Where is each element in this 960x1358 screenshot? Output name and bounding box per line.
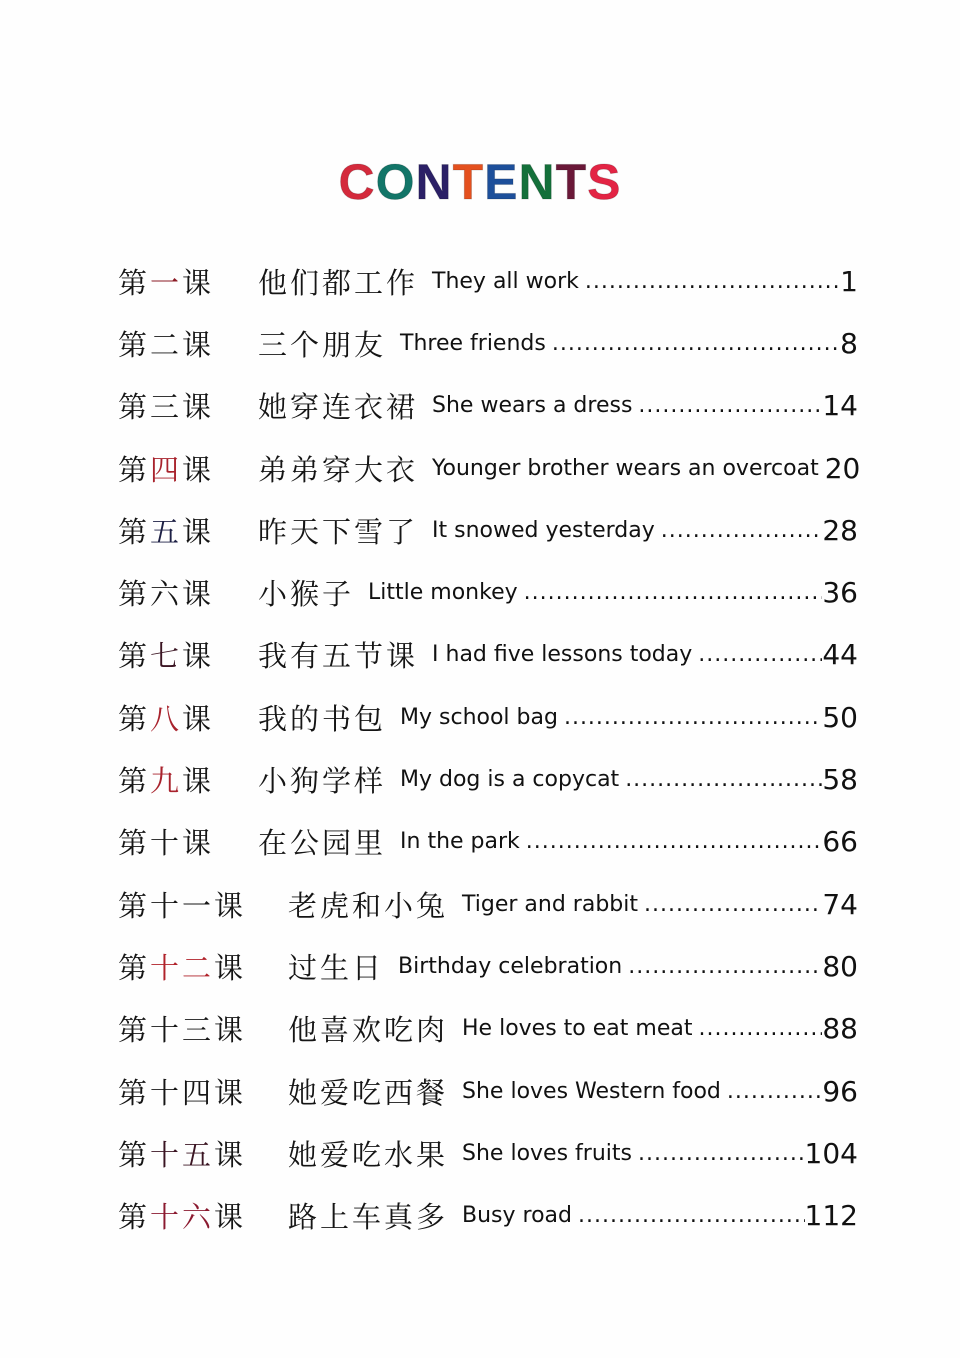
- lesson-title-english: In the park: [400, 829, 520, 855]
- lesson-suffix: 课: [182, 514, 215, 549]
- lesson-ordinal: 九: [150, 764, 183, 799]
- dot-leader: [727, 1079, 822, 1104]
- title-letter: O: [375, 154, 416, 210]
- lesson-number: [118, 1133, 288, 1174]
- lesson-suffix: 课: [182, 639, 215, 674]
- lesson-title-english: He loves to eat meat: [462, 1016, 693, 1042]
- lesson-title-english: They all work: [432, 268, 579, 294]
- dot-leader: [578, 1203, 805, 1228]
- dot-leader: [698, 642, 822, 667]
- lesson-title-english: Three friends: [400, 330, 546, 356]
- lesson-suffix: 课: [214, 950, 247, 985]
- lesson-number: [118, 572, 258, 613]
- title-letter: T: [555, 154, 588, 210]
- lesson-title-chinese: 三个朋友: [258, 327, 387, 362]
- lesson-title-chinese: 过生日: [288, 950, 385, 985]
- lesson-ordinal: 十五: [150, 1137, 215, 1172]
- toc-entry[interactable]: [118, 312, 858, 374]
- lesson-number: [118, 821, 258, 862]
- page-title: [0, 152, 960, 212]
- dot-leader: [661, 518, 823, 543]
- lesson-suffix: 课: [182, 701, 215, 736]
- lesson-number: [118, 1008, 288, 1049]
- page-number: 96: [822, 1074, 858, 1108]
- lesson-ordinal: 五: [150, 514, 183, 549]
- lesson-title-chinese: 她穿连衣裙: [258, 390, 419, 425]
- lesson-prefix: 第: [118, 1200, 151, 1235]
- toc-entry[interactable]: [118, 250, 858, 312]
- page-number: 50: [822, 700, 858, 734]
- toc-entry[interactable]: [118, 1122, 858, 1184]
- page-number: 28: [822, 513, 858, 547]
- toc-entry[interactable]: [118, 811, 858, 873]
- title-letter: C: [338, 154, 376, 210]
- lesson-number: [118, 759, 258, 800]
- dot-leader: [625, 767, 822, 792]
- lesson-ordinal: 十六: [150, 1200, 215, 1235]
- lesson-ordinal: 十: [150, 826, 183, 861]
- title-letter: S: [587, 154, 622, 210]
- lesson-ordinal: 一: [150, 265, 183, 300]
- lesson-title-chinese: 路上车真多: [288, 1200, 449, 1235]
- lesson-title-english: Younger brother wears an overcoat: [432, 455, 819, 481]
- page-number: 36: [822, 576, 858, 610]
- dot-leader: [526, 829, 823, 854]
- toc-entry[interactable]: [118, 873, 858, 935]
- lesson-prefix: 第: [118, 701, 151, 736]
- lesson-title-english: My school bag: [400, 704, 558, 730]
- dot-leader: [638, 393, 822, 418]
- lesson-title-english: She wears a dress: [432, 393, 633, 419]
- lesson-prefix: 第: [118, 1137, 151, 1172]
- lesson-number: [118, 261, 258, 302]
- title-letter: E: [484, 154, 519, 210]
- lesson-title-chinese: 在公园里: [258, 826, 387, 861]
- lesson-title-english: Tiger and rabbit: [462, 891, 639, 917]
- dot-leader: [628, 954, 822, 979]
- lesson-ordinal: 七: [150, 639, 183, 674]
- lesson-number: [118, 323, 258, 364]
- lesson-prefix: 第: [118, 327, 151, 362]
- lesson-title-english: I had five lessons today: [432, 642, 693, 668]
- lesson-title-chinese: 弟弟穿大衣: [258, 452, 419, 487]
- title-letter: N: [518, 154, 556, 210]
- lesson-ordinal: 四: [150, 452, 183, 487]
- lesson-suffix: 课: [182, 764, 215, 799]
- lesson-ordinal: 三: [150, 390, 183, 425]
- lesson-title-chinese: 她爱吃西餐: [288, 1075, 449, 1110]
- title-letter: T: [452, 154, 485, 210]
- lesson-ordinal: 八: [150, 701, 183, 736]
- lesson-title-english: Busy road: [462, 1203, 572, 1229]
- lesson-suffix: 课: [214, 1013, 247, 1048]
- lesson-suffix: 课: [214, 1200, 247, 1235]
- lesson-number: [118, 884, 288, 925]
- dot-leader: [638, 1141, 805, 1166]
- page-number: 80: [822, 949, 858, 983]
- toc-entry[interactable]: [118, 437, 861, 499]
- toc-entry[interactable]: [118, 748, 858, 810]
- lesson-prefix: 第: [118, 764, 151, 799]
- toc-entry[interactable]: [118, 1060, 858, 1122]
- page-number: 104: [804, 1136, 858, 1170]
- page-number: 14: [822, 389, 858, 423]
- lesson-prefix: 第: [118, 390, 151, 425]
- toc-entry[interactable]: [118, 375, 858, 437]
- lesson-title-english: She loves fruits: [462, 1140, 632, 1166]
- dot-leader: [644, 892, 822, 917]
- lesson-title-chinese: 小狗学样: [258, 764, 387, 799]
- lesson-title-english: She loves Western food: [462, 1078, 721, 1104]
- lesson-suffix: 课: [182, 390, 215, 425]
- lesson-suffix: 课: [182, 327, 215, 362]
- lesson-number: [118, 697, 258, 738]
- lesson-title-english: My dog is a copycat: [400, 767, 620, 793]
- lesson-prefix: 第: [118, 950, 151, 985]
- lesson-title-english: Birthday celebration: [398, 953, 623, 979]
- lesson-title-chinese: 她爱吃水果: [288, 1137, 449, 1172]
- lesson-title-chinese: 老虎和小兔: [288, 888, 449, 923]
- lesson-number: [118, 1071, 288, 1112]
- page-number: 1: [840, 264, 858, 298]
- dot-leader: [564, 705, 822, 730]
- lesson-title-chinese: 他们都工作: [258, 265, 419, 300]
- lesson-prefix: 第: [118, 452, 151, 487]
- toc-entry[interactable]: [118, 624, 858, 686]
- lesson-suffix: 课: [182, 452, 215, 487]
- lesson-title-english: Little monkey: [368, 580, 518, 606]
- page-number: 66: [822, 825, 858, 859]
- page-number: 20: [824, 451, 861, 485]
- lesson-ordinal: 二: [150, 327, 183, 362]
- lesson-ordinal: 十二: [150, 950, 215, 985]
- dot-leader: [698, 1016, 822, 1041]
- lesson-number: [118, 385, 258, 426]
- lesson-prefix: 第: [118, 639, 151, 674]
- toc-entry[interactable]: [118, 561, 858, 623]
- lesson-suffix: 课: [182, 265, 215, 300]
- toc-entry[interactable]: [118, 1184, 858, 1246]
- lesson-number: [118, 448, 258, 489]
- lesson-title-english: It snowed yesterday: [432, 517, 655, 543]
- toc-entry[interactable]: [118, 935, 858, 997]
- toc-entry[interactable]: [118, 998, 858, 1060]
- lesson-number: [118, 510, 258, 551]
- lesson-prefix: 第: [118, 888, 151, 923]
- lesson-ordinal: 十三: [150, 1013, 215, 1048]
- lesson-number: [118, 634, 258, 675]
- lesson-title-chinese: 他喜欢吃肉: [288, 1013, 449, 1048]
- page-number: 44: [822, 638, 858, 672]
- lesson-suffix: 课: [182, 577, 215, 612]
- lesson-suffix: 课: [214, 1137, 247, 1172]
- page-number: 8: [840, 326, 858, 360]
- page-number: 112: [804, 1199, 858, 1233]
- lesson-prefix: 第: [118, 577, 151, 612]
- title-letter: N: [415, 154, 453, 210]
- lesson-ordinal: 十一: [150, 888, 215, 923]
- dot-leader: [552, 331, 840, 356]
- toc-entry[interactable]: [118, 686, 858, 748]
- dot-leader: [524, 580, 823, 605]
- lesson-ordinal: 六: [150, 577, 183, 612]
- lesson-title-chinese: 昨天下雪了: [258, 514, 419, 549]
- page-number: 74: [822, 887, 858, 921]
- lesson-prefix: 第: [118, 826, 151, 861]
- dot-leader: [585, 269, 840, 294]
- lesson-prefix: 第: [118, 1013, 151, 1048]
- lesson-prefix: 第: [118, 1075, 151, 1110]
- lesson-suffix: 课: [214, 888, 247, 923]
- lesson-suffix: 课: [214, 1075, 247, 1110]
- lesson-title-chinese: 小猴子: [258, 577, 355, 612]
- lesson-suffix: 课: [182, 826, 215, 861]
- lesson-number: [118, 946, 288, 987]
- lesson-title-chinese: 我的书包: [258, 701, 387, 736]
- lesson-number: [118, 1195, 288, 1236]
- table-of-contents: [118, 250, 861, 1247]
- page-number: 58: [822, 763, 858, 797]
- page-number: 88: [822, 1012, 858, 1046]
- toc-entry[interactable]: [118, 499, 858, 561]
- lesson-ordinal: 十四: [150, 1075, 215, 1110]
- lesson-prefix: 第: [118, 265, 151, 300]
- lesson-title-chinese: 我有五节课: [258, 639, 419, 674]
- lesson-prefix: 第: [118, 514, 151, 549]
